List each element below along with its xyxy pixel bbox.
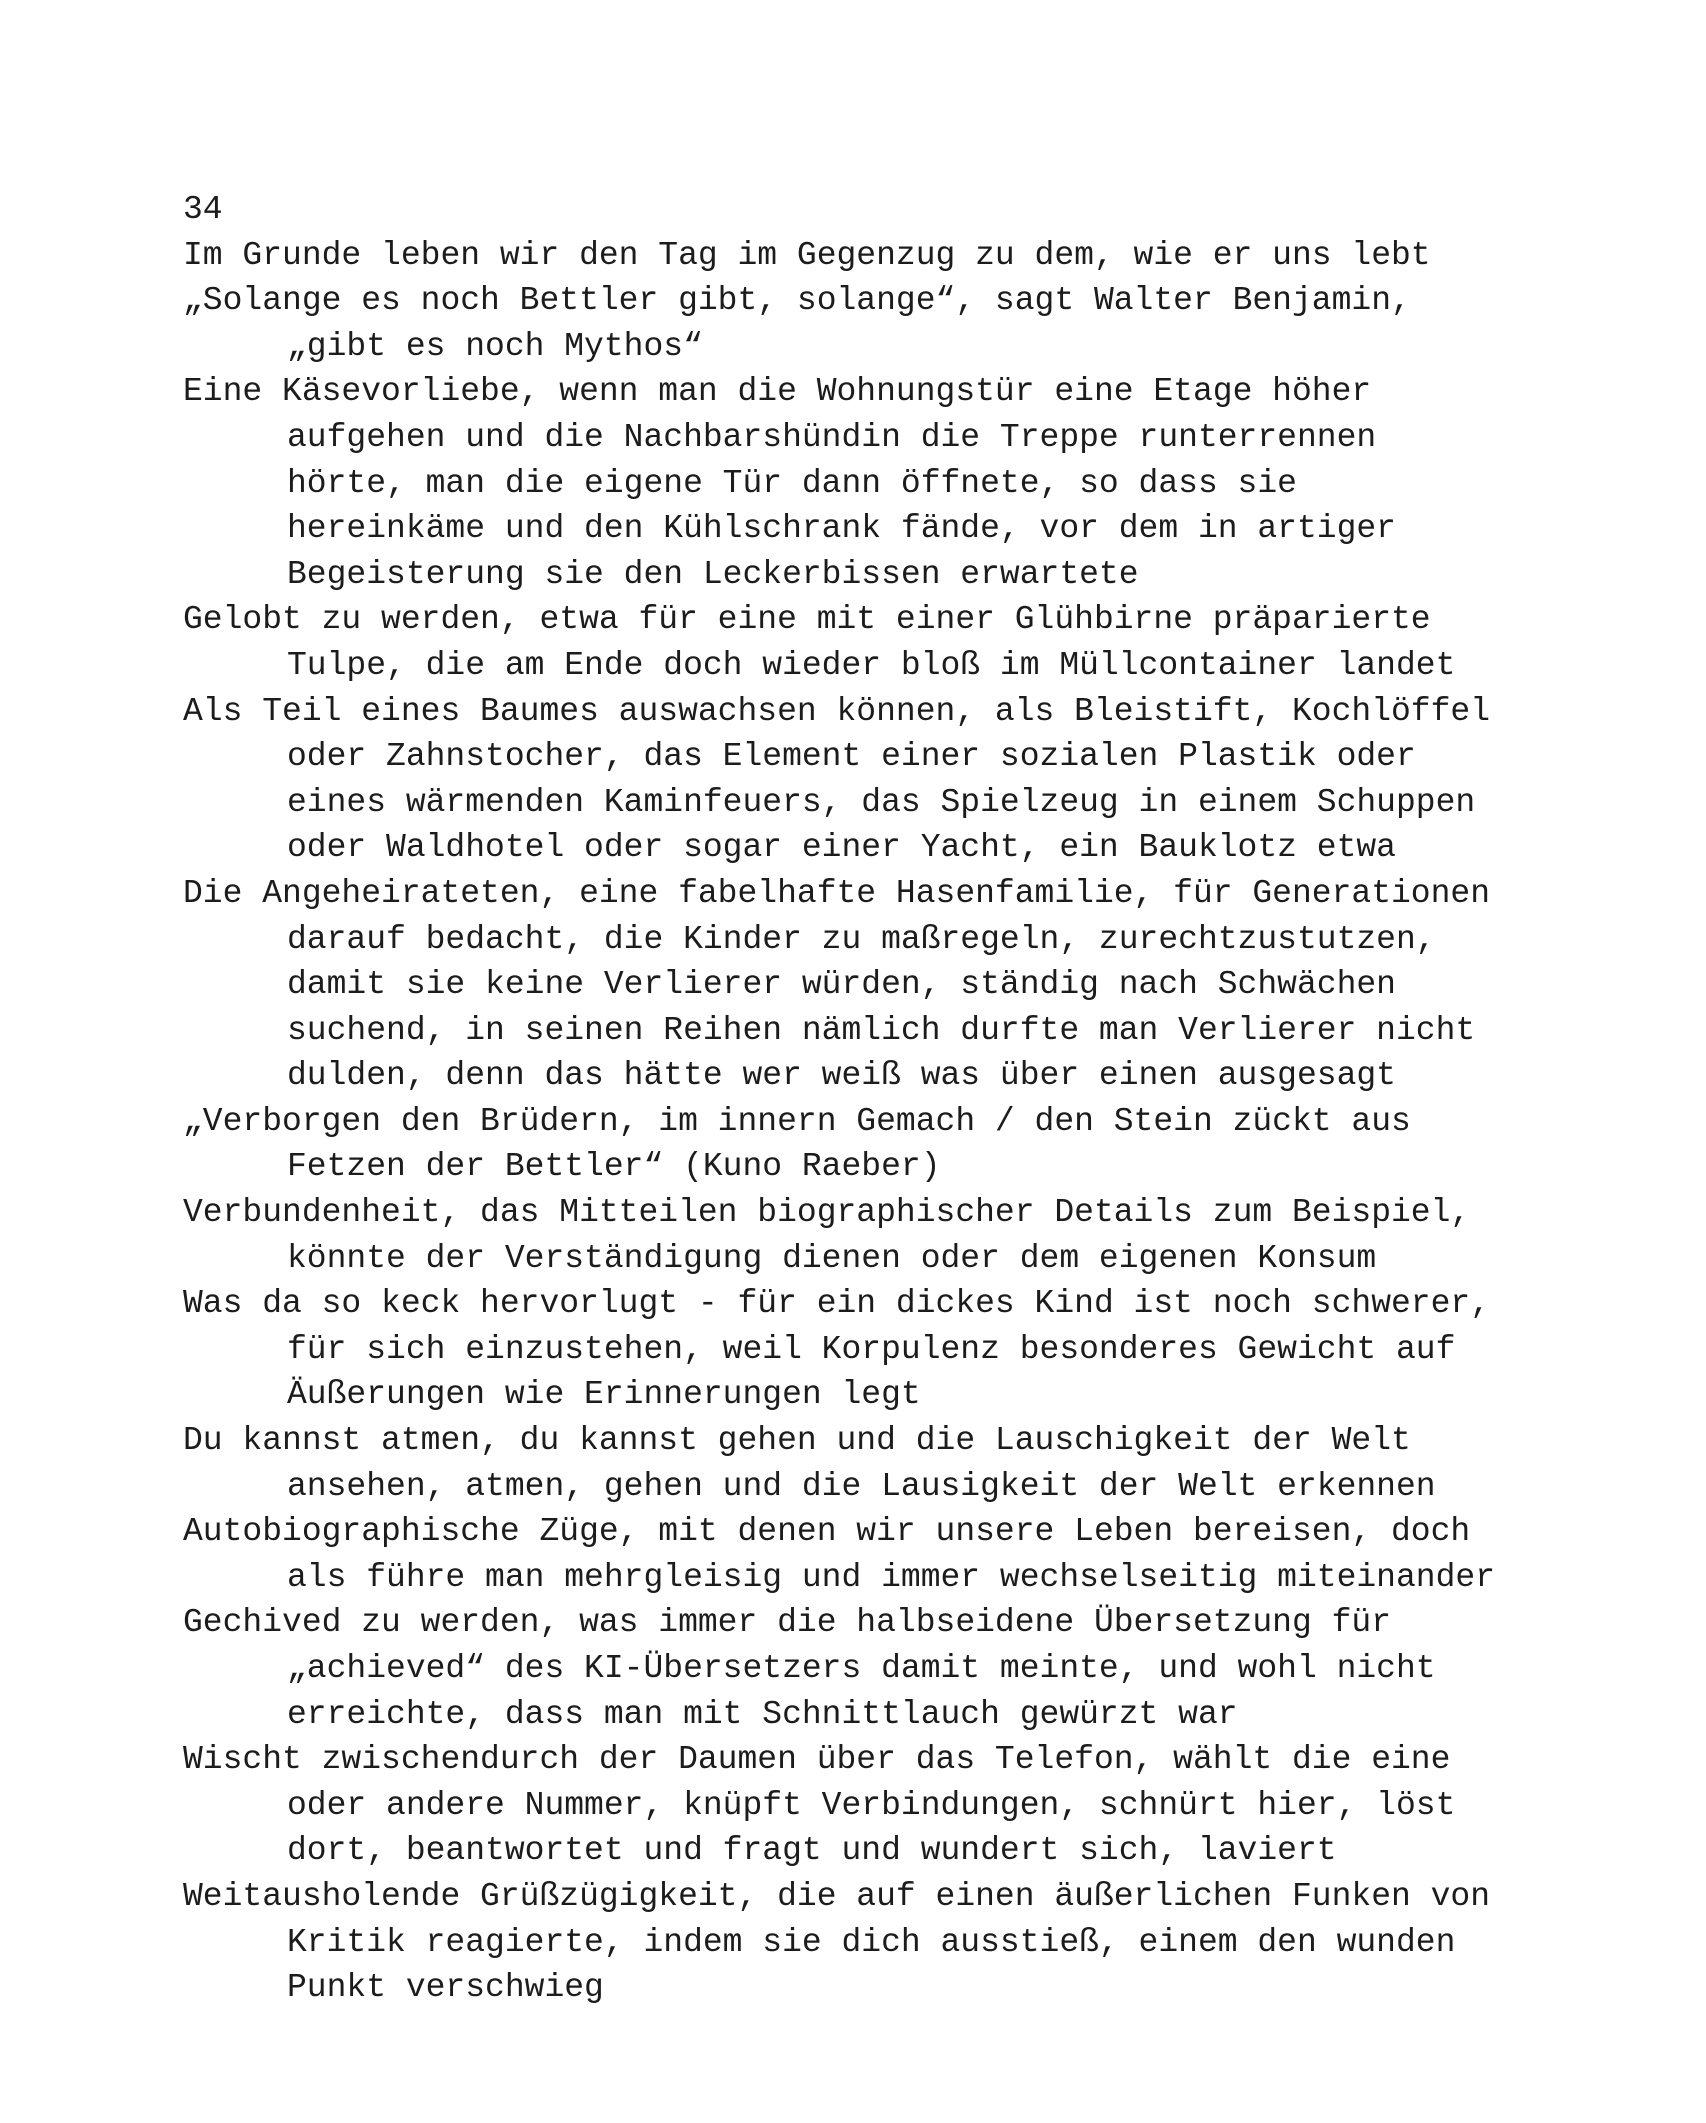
text-line: Gelobt zu werden, etwa für eine mit einer Glühbirne präparierte xyxy=(183,601,1431,639)
text-line: Punkt verschwieg xyxy=(287,1969,604,2007)
text-line: erreichte, dass man mit Schnittlauch gewürzt war xyxy=(287,1695,1238,1733)
text-line: Die Angeheirateten, eine fabelhafte Hasenfamilie, für Generationen xyxy=(183,874,1491,912)
text-line: Im Grunde leben wir den Tag im Gegenzug zu dem, wie er uns lebt xyxy=(183,236,1431,274)
text-line: hereinkäme und den Kühlschrank fände, vor dem in artiger xyxy=(287,510,1396,548)
text-line: oder Zahnstocher, das Element einer sozialen Plastik oder xyxy=(287,738,1416,776)
text-line: oder andere Nummer, knüpft Verbindungen, schnürt hier, löst xyxy=(287,1786,1456,1824)
text-line: für sich einzustehen, weil Korpulenz besonderes Gewicht auf xyxy=(287,1330,1456,1368)
text-line: damit sie keine Verlierer würden, ständig nach Schwächen xyxy=(287,966,1396,1004)
text-line: „gibt es noch Mythos“ xyxy=(287,327,703,365)
text-line: „Solange es noch Bettler gibt, solange“, sagt Walter Benjamin, xyxy=(183,282,1411,320)
text-line: darauf bedacht, die Kinder zu maßregeln, zurechtzustutzen, xyxy=(287,920,1436,958)
text-line: hörte, man die eigene Tür dann öffnete, so dass sie xyxy=(287,464,1297,502)
text-line: Wischt zwischendurch der Daumen über das Telefon, wählt die eine xyxy=(183,1741,1451,1779)
text-line: Du kannst atmen, du kannst gehen und die Lauschigkeit der Welt xyxy=(183,1422,1411,1460)
poem-text xyxy=(183,233,1676,2011)
text-line: Weitausholende Grüßzügigkeit, die auf einen äußerlichen Funken von xyxy=(183,1877,1491,1915)
text-line: als führe man mehrgleisig und immer wechselseitig miteinander xyxy=(287,1558,1495,1596)
text-line: ansehen, atmen, gehen und die Lausigkeit der Welt erkennen xyxy=(287,1467,1436,1505)
text-line: Was da so keck hervorlugt - für ein dickes Kind ist noch schwerer, xyxy=(183,1285,1491,1323)
text-line: Autobiographische Züge, mit denen wir unsere Leben bereisen, doch xyxy=(183,1513,1471,1551)
page-number: 34 xyxy=(183,191,223,228)
text-line: aufgehen und die Nachbarshündin die Treppe runterrennen xyxy=(287,418,1377,456)
text-line: „achieved“ des KI-Übersetzers damit meinte, und wohl nicht xyxy=(287,1650,1436,1687)
text-line: Gechived zu werden, was immer die halbseidene Übersetzung für xyxy=(183,1604,1391,1642)
text-line: eines wärmenden Kaminfeuers, das Spielzeug in einem Schuppen xyxy=(287,783,1476,821)
text-line: dulden, denn das hätte wer weiß was über einen ausgesagt xyxy=(287,1057,1396,1095)
text-line: könnte der Verständigung dienen oder dem eigenen Konsum xyxy=(287,1239,1377,1277)
text-line: Eine Käsevorliebe, wenn man die Wohnungstür eine Etage höher xyxy=(183,373,1372,411)
text-line: oder Waldhotel oder sogar einer Yacht, ein Bauklotz etwa xyxy=(287,829,1396,867)
text-line: „Verborgen den Brüdern, im innern Gemach / den Stein zückt aus xyxy=(183,1102,1411,1140)
text-line: dort, beantwortet und fragt und wundert sich, laviert xyxy=(287,1832,1337,1870)
text-line: suchend, in seinen Reihen nämlich durfte man Verlierer nicht xyxy=(287,1011,1476,1049)
text-line: Äußerungen wie Erinnerungen legt xyxy=(287,1376,921,1414)
text-line: Als Teil eines Baumes auswachsen können, als Bleistift, Kochlöffel xyxy=(183,692,1491,730)
text-line: Tulpe, die am Ende doch wieder bloß im Müllcontainer landet xyxy=(287,646,1456,684)
text-line: Begeisterung sie den Leckerbissen erwartete xyxy=(287,555,1139,593)
text-line: Verbundenheit, das Mitteilen biographischer Details zum Beispiel, xyxy=(183,1194,1471,1232)
text-line: Kritik reagierte, indem sie dich ausstieß, einem den wunden xyxy=(287,1923,1456,1961)
text-line: Fetzen der Bettler“ (Kuno Raeber) xyxy=(287,1148,941,1186)
